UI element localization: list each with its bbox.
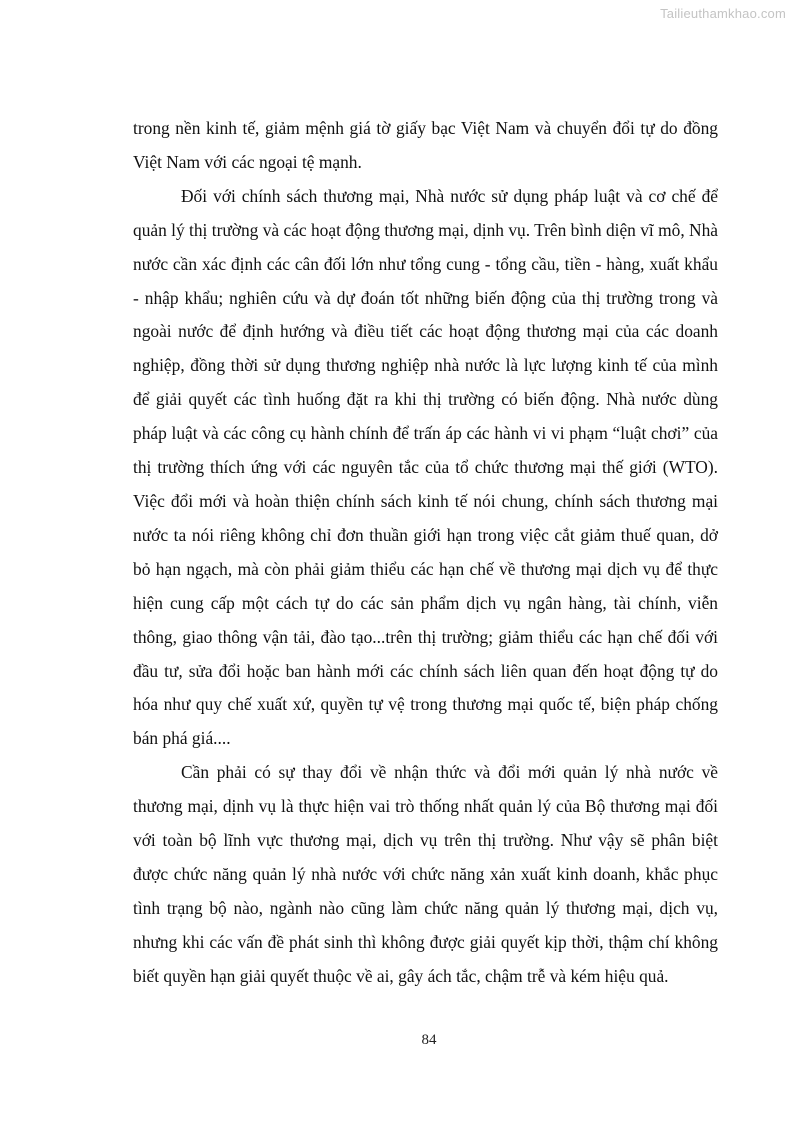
paragraph-continuation: trong nền kinh tế, giảm mệnh giá tờ giấy bạc Việt Nam và chuyển đổi tự do đồng Việt Nam với các ngoại tệ mạnh.: [133, 118, 718, 172]
paragraph-state-management: Cần phải có sự thay đổi về nhận thức và đổi mới quản lý nhà nước về thương mại, dịnh vụ là thực hiện vai trò thống nhất quản lý của Bộ thương mại đối với toàn bộ lĩnh vực thương mại, dịch vụ trên thị trường. Như vậy sẽ phân biệt được chức năng quản lý nhà nước với chức năng xản xuất kinh doanh, khắc phục tình trạng bộ nào, ngành nào cũng làm chức năng quản lý thương mại, dịch vụ, nhưng khi các vấn đề phát sinh thì không được giải quyết kịp thời, thậm chí không biết quyền hạn giải quyết thuộc về ai, gây ách tắc, chậm trễ và kém hiệu quả.: [133, 762, 718, 986]
watermark: Tailieuthamkhao.com: [660, 6, 786, 21]
page-number: 84: [421, 1032, 437, 1048]
document-body: [133, 112, 718, 994]
paragraph-trade-policy: Đối với chính sách thương mại, Nhà nước sử dụng pháp luật và cơ chế để quản lý thị trường và các hoạt động thương mại, dịnh vụ. Trên bình diện vĩ mô, Nhà nước cần xác định các cân đối lớn như tổng cung - tổng cầu, tiền - hàng, xuất khẩu - nhập khẩu; nghiên cứu và dự đoán tốt những biến động của thị trường trong và ngoài nước để định hướng và điều tiết các hoạt động thương mại của các doanh nghiệp, đồng thời sử dụng thương nghiệp nhà nước là lực lượng kinh tế của mình để giải quyết các tình huống đặt ra khi thị trường có biến động. Nhà nước dùng pháp luật và các công cụ hành chính để trấn áp các hành vi vi phạm “luật chơi” của thị trường thích ứng với các nguyên tắc của tổ chức thương mại thế giới (WTO). Việc đổi mới và hoàn thiện chính sách kinh tế nói chung, chính sách thương mại nước ta nói riêng không chỉ đơn thuần giới hạn trong việc cắt giảm thuế quan, dở bỏ hạn ngạch, mà còn phải giảm thiểu các hạn chế về thương mại dịch vụ để thực hiện cung cấp một cách tự do các sản phẩm dịch vụ ngân hàng, tài chính, viễn thông, giao thông vận tải, đào tạo...trên thị trường; giảm thiểu các hạn chế đối với đầu tư, sửa đổi hoặc ban hành mới các chính sách liên quan đến hoạt động tự do hóa như quy chế xuất xứ, quyền tự vệ trong thương mại quốc tế, biện pháp chống bán phá giá....: [133, 185, 718, 749]
